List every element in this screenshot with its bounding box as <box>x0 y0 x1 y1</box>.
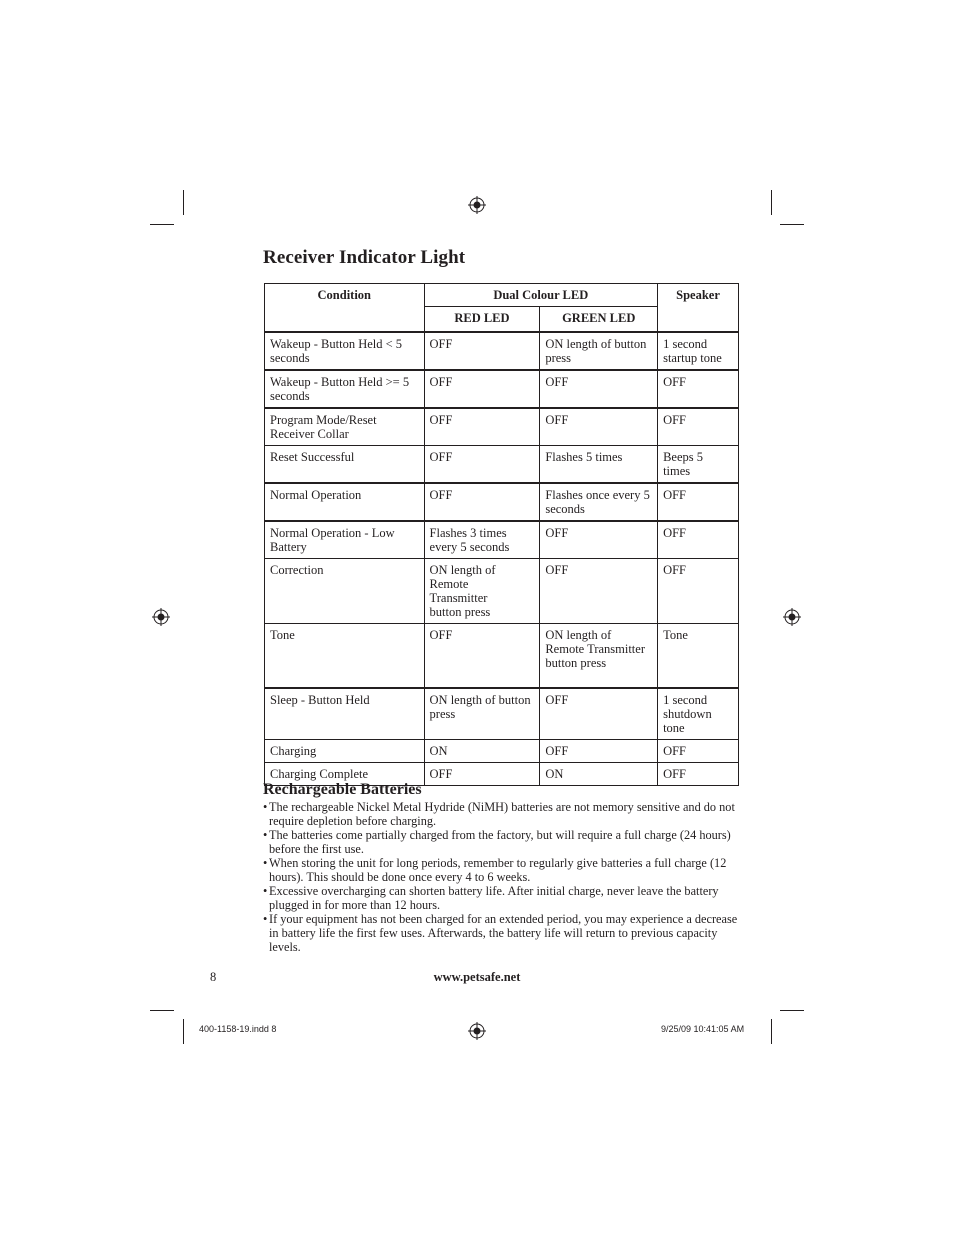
cell-green-led: OFF <box>540 408 658 446</box>
cell-red-led: OFF <box>424 370 540 408</box>
crop-mark <box>150 1010 174 1011</box>
cell-condition: Tone <box>265 624 425 688</box>
table-row <box>265 559 739 624</box>
cell-condition: Wakeup - Button Held < 5 seconds <box>265 332 425 370</box>
table-row <box>265 739 739 762</box>
cell-condition: Charging Complete <box>265 762 425 785</box>
list-item-text: If your equipment has not been charged for an extended period, you may experience a decrease in battery life the first few uses. Afterwards, the battery life will return to previous capacity levels. <box>269 912 738 954</box>
cell-red-led: Flashes 3 times every 5 seconds <box>424 521 540 559</box>
cell-speaker: OFF <box>658 521 739 559</box>
indicator-light-table <box>264 283 739 786</box>
list-item <box>263 828 738 856</box>
cell-speaker: OFF <box>658 483 739 521</box>
crop-mark <box>771 190 772 215</box>
cell-green-led: ON length of button press <box>540 332 658 370</box>
table-row <box>265 370 739 408</box>
crop-mark <box>183 190 184 215</box>
crop-mark <box>780 224 804 225</box>
header-speaker: Speaker <box>658 284 739 333</box>
cell-red-led: ON length of button press <box>424 688 540 740</box>
table-row <box>265 483 739 521</box>
list-item <box>263 912 738 954</box>
list-item <box>263 884 738 912</box>
cell-red-led: OFF <box>424 408 540 446</box>
cell-red-led: OFF <box>424 624 540 688</box>
cell-speaker: Tone <box>658 624 739 688</box>
list-item-text: When storing the unit for long periods, remember to regularly give batteries a full charge (12 hours). This should be done once every 4 to 6 weeks. <box>269 856 727 884</box>
registration-mark-icon <box>152 608 170 626</box>
list-item-text: Excessive overcharging can shorten battery life. After initial charge, never leave the battery plugged in for more than 12 hours. <box>269 884 719 912</box>
cell-condition: Reset Successful <box>265 446 425 484</box>
registration-mark-icon <box>468 196 486 214</box>
bullet-icon: • <box>263 800 268 814</box>
cell-speaker: OFF <box>658 370 739 408</box>
cell-green-led: OFF <box>540 559 658 624</box>
list-item <box>263 800 738 828</box>
cell-speaker: 1 second startup tone <box>658 332 739 370</box>
cell-green-led: OFF <box>540 739 658 762</box>
list-item-text: The rechargeable Nickel Metal Hydride (NiMH) batteries are not memory sensitive and do not require depletion before charging. <box>269 800 735 828</box>
crop-mark <box>150 224 174 225</box>
table-row <box>265 624 739 688</box>
bullet-icon: • <box>263 828 268 842</box>
cell-green-led: Flashes once every 5 seconds <box>540 483 658 521</box>
table-row <box>265 408 739 446</box>
cell-red-led: ON length of Remote Transmitter button press <box>424 559 540 624</box>
cell-condition: Normal Operation - Low Battery <box>265 521 425 559</box>
table-row <box>265 446 739 484</box>
cell-green-led: OFF <box>540 370 658 408</box>
header-dual-colour-led: Dual Colour LED <box>424 284 658 307</box>
registration-mark-icon <box>783 608 801 626</box>
header-green-led: GREEN LED <box>540 307 658 333</box>
crop-mark <box>780 1010 804 1011</box>
cell-speaker: Beeps 5 times <box>658 446 739 484</box>
crop-mark <box>771 1019 772 1044</box>
cell-green-led: OFF <box>540 688 658 740</box>
list-item-text: The batteries come partially charged from the factory, but will require a full charge (24 hours) before the first use. <box>269 828 731 856</box>
table-row <box>265 521 739 559</box>
cell-speaker: OFF <box>658 762 739 785</box>
bullet-icon: • <box>263 912 268 926</box>
cell-red-led: ON <box>424 739 540 762</box>
website-link: www.petsafe.net <box>433 970 521 984</box>
cell-red-led: OFF <box>424 446 540 484</box>
cell-red-led: OFF <box>424 483 540 521</box>
registration-mark-icon <box>468 1022 486 1040</box>
bullet-icon: • <box>263 884 268 898</box>
cell-condition: Sleep - Button Held <box>265 688 425 740</box>
cell-green-led: ON <box>540 762 658 785</box>
cell-condition: Correction <box>265 559 425 624</box>
list-item <box>263 856 738 884</box>
table-row <box>265 688 739 740</box>
slug-timestamp: 9/25/09 10:41:05 AM <box>661 1024 745 1034</box>
cell-condition: Program Mode/Reset Receiver Collar <box>265 408 425 446</box>
cell-speaker: OFF <box>658 739 739 762</box>
cell-speaker: 1 second shutdown tone <box>658 688 739 740</box>
cell-green-led: OFF <box>540 521 658 559</box>
battery-bullet-list <box>263 800 738 954</box>
bullet-icon: • <box>263 856 268 870</box>
page-title: Receiver Indicator Light <box>263 247 466 268</box>
table-row <box>265 332 739 370</box>
cell-green-led: Flashes 5 times <box>540 446 658 484</box>
cell-condition: Charging <box>265 739 425 762</box>
crop-mark <box>183 1019 184 1044</box>
cell-red-led: OFF <box>424 332 540 370</box>
section-heading: Rechargeable Batteries <box>263 781 422 798</box>
cell-condition: Normal Operation <box>265 483 425 521</box>
header-red-led: RED LED <box>424 307 540 333</box>
cell-speaker: OFF <box>658 408 739 446</box>
cell-red-led: OFF <box>424 762 540 785</box>
page-number: 8 <box>210 970 217 984</box>
cell-speaker: OFF <box>658 559 739 624</box>
header-condition: Condition <box>265 284 425 333</box>
cell-green-led: ON length of Remote Transmitter button press <box>540 624 658 688</box>
cell-condition: Wakeup - Button Held >= 5 seconds <box>265 370 425 408</box>
slug-filename: 400-1158-19.indd 8 <box>199 1024 277 1034</box>
